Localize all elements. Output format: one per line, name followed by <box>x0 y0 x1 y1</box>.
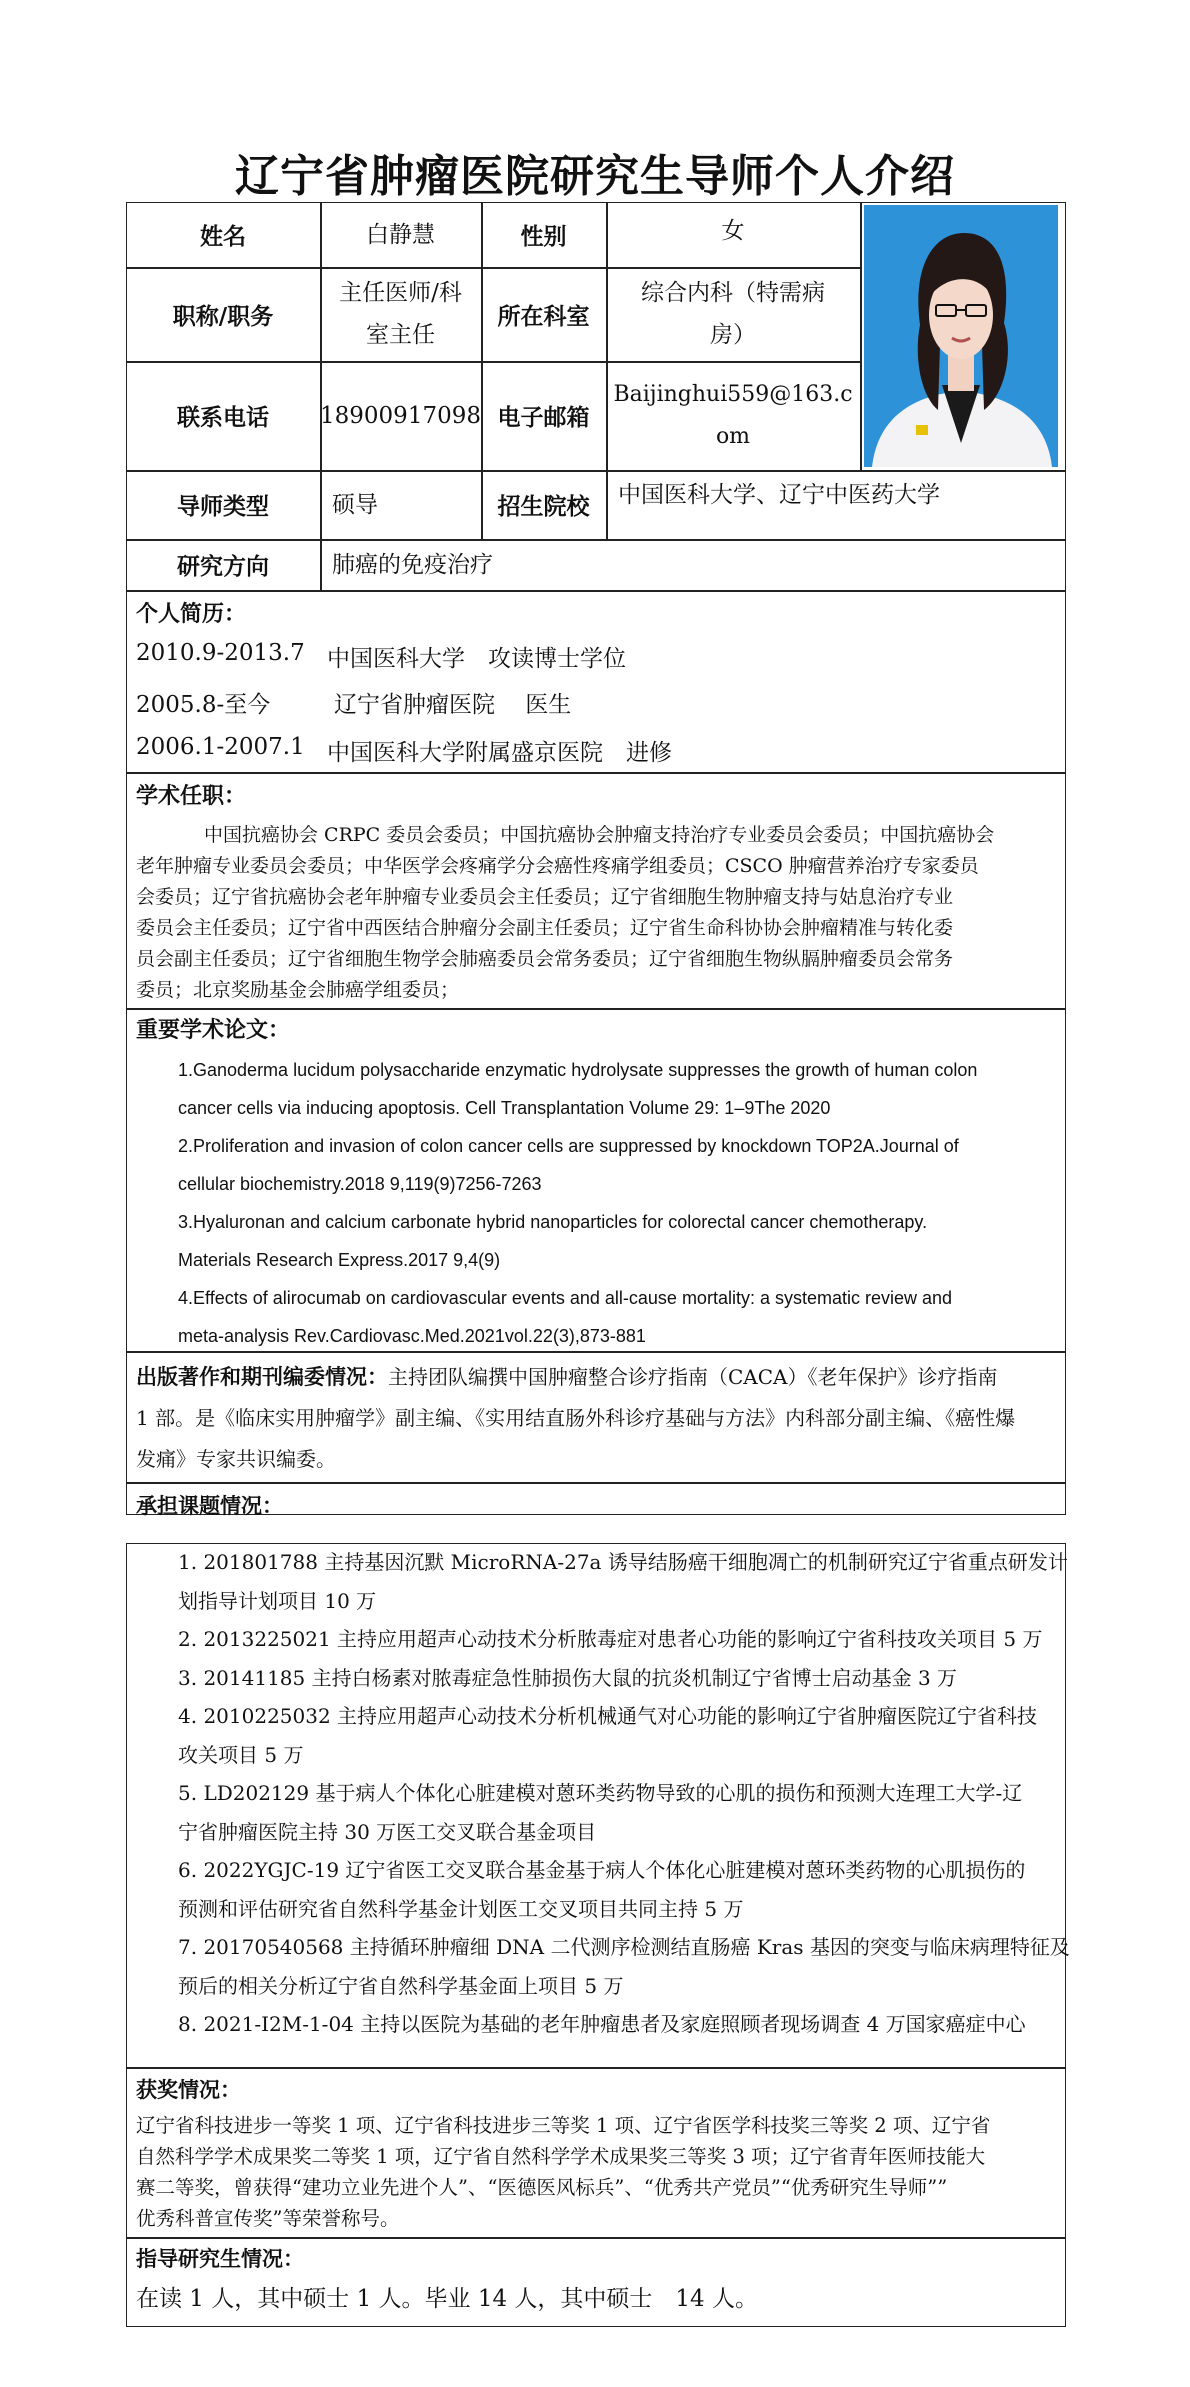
resume-period-1: 2010.9-2013.7 <box>136 640 305 666</box>
job-title-label: 职称/职务 <box>172 303 274 330</box>
academic-line-5: 员会副主任委员；辽宁省细胞生物学会肺癌委员会常务委员；辽宁省细胞生物纵膈肿瘤委员会常务 <box>136 948 954 970</box>
research-label: 研究方向 <box>177 554 269 580</box>
awards-line-2: 自然科学学术成果奖二等奖 1 项，辽宁省自然科学学术成果奖三等奖 3 项；辽宁省青年医师技能大 <box>136 2145 986 2168</box>
academic-line-2: 老年肿瘤专业委员会委员；中华医学会疼痛学分会癌性疼痛学组委员；CSCO 肿瘤营养治疗专家委员 <box>136 855 979 877</box>
resume-text-3: 中国医科大学附属盛京医院 进修 <box>327 740 672 766</box>
resume-period-3: 2006.1-2007.1 <box>136 734 305 760</box>
portrait-icon <box>864 205 1058 467</box>
school-label: 招生院校 <box>497 494 590 520</box>
project-line-10: 预测和评估研究省自然科学基金计划医工交叉项目共同主持 5 万 <box>178 1897 744 1921</box>
paper-line-1: 1.Ganoderma lucidum polysaccharide enzymatic hydrolysate suppresses the growth of human colon <box>178 1060 978 1080</box>
phone-label: 联系电话 <box>177 405 269 431</box>
department-line2: 房） <box>710 322 756 348</box>
project-line-13: 8. 2021-I2M-1-04 主持以医院为基础的老年肿瘤患者及家庭照顾者现场调查 4 万国家癌症中心 <box>178 2012 1026 2036</box>
phone-value: 18900917098 <box>320 402 481 429</box>
project-line-12: 预后的相关分析辽宁省自然科学基金面上项目 5 万 <box>178 1974 624 1998</box>
tutor-type-value: 硕导 <box>332 491 378 518</box>
email-line2: om <box>715 423 751 449</box>
resume-period-2: 2005.8-至今 <box>136 692 271 718</box>
department-line1: 综合内科（特需病 <box>641 280 825 306</box>
project-line-8: 宁省肿瘤医院主持 30 万医工交叉联合基金项目 <box>178 1820 597 1844</box>
paper-line-2: cancer cells via inducing apoptosis. Cell Transplantation Volume 29: 1–9The 2020 <box>178 1098 831 1118</box>
research-value: 肺癌的免疫治疗 <box>332 551 493 578</box>
resume-heading: 个人简历： <box>136 602 247 627</box>
resume-text-2: 辽宁省肿瘤医院 医生 <box>334 692 572 718</box>
academic-line-1: 中国抗癌协会 CRPC 委员会委员；中国抗癌协会肿瘤支持治疗专业委员会委员；中国抗癌协会 <box>204 824 995 846</box>
project-line-11: 7. 20170540568 主持循环肿瘤细 DNA 二代测序检测结直肠癌 Kras 基因的突变与临床病理特征及 <box>178 1935 1070 1959</box>
projects-heading: 承担课题情况： <box>136 1494 283 1518</box>
resume-text-1: 中国医科大学 攻读博士学位 <box>327 646 626 672</box>
project-line-7: 5. LD202129 基于病人个体化心脏建模对蒽环类药物导致的心肌的损伤和预测大连理工大学-辽 <box>178 1781 1023 1805</box>
department-value <box>606 267 860 361</box>
job-title-value <box>320 267 481 361</box>
project-line-2: 划指导计划项目 10 万 <box>178 1589 377 1613</box>
papers-heading: 重要学术论文： <box>136 1018 291 1043</box>
awards-heading: 获奖情况： <box>136 2078 241 2102</box>
job-title-line2: 室主任 <box>366 322 435 348</box>
email-label: 电子邮箱 <box>497 405 590 431</box>
academic-heading: 学术任职： <box>136 784 247 809</box>
paper-line-4: cellular biochemistry.2018 9,119(9)7256-7263 <box>178 1174 542 1194</box>
department-label: 所在科室 <box>497 303 590 330</box>
project-line-6: 攻关项目 5 万 <box>178 1743 304 1767</box>
academic-line-4: 委员会主任委员；辽宁省中西医结合肿瘤分会副主任委员；辽宁省生命科协协会肿瘤精准与转化委 <box>136 917 954 939</box>
academic-line-3: 会委员；辽宁省抗癌协会老年肿瘤专业委员会主任委员；辽宁省细胞生物肿瘤支持与姑息治疗专业 <box>136 886 954 908</box>
academic-line-6: 委员；北京奖励基金会肺癌学组委员； <box>136 979 460 1001</box>
publications-text-1: 主持团队编撰中国肿瘤整合诊疗指南（CACA）《老年保护》诊疗指南 <box>388 1365 998 1389</box>
awards-line-4: 优秀科普宣传奖”等荣誉称号。 <box>136 2207 400 2230</box>
paper-line-6: Materials Research Express.2017 9,4(9) <box>178 1250 501 1270</box>
awards-line-3: 赛二等奖，曾获得“建功立业先进个人”、“医德医风标兵”、“优秀共产党员”“优秀研究生导师”” <box>136 2176 948 2199</box>
project-line-3: 2. 2013225021 主持应用超声心动技术分析脓毒症对患者心功能的影响辽宁省科技攻关项目 5 万 <box>178 1627 1043 1651</box>
portrait-photo <box>864 205 1058 467</box>
publications-line-1 <box>136 1357 998 1397</box>
project-line-9: 6. 2022YGJC-19 辽宁省医工交叉联合基金基于病人个体化心脏建模对蒽环类药物的心肌损伤的 <box>178 1858 1026 1882</box>
students-text: 在读 1 人，其中硕士 1 人。毕业 14 人，其中硕士 14 人。 <box>136 2286 758 2312</box>
students-heading: 指导研究生情况： <box>136 2247 304 2271</box>
publications-heading: 出版著作和期刊编委情况： <box>136 1365 388 1389</box>
gender-value: 女 <box>721 218 745 244</box>
email-value <box>606 361 860 470</box>
project-line-5: 4. 2010225032 主持应用超声心动技术分析机械通气对心功能的影响辽宁省肿瘤医院辽宁省科技 <box>178 1704 1038 1728</box>
paper-line-5: 3.Hyaluronan and calcium carbonate hybrid nanoparticles for colorectal cancer chemotherapy. <box>178 1212 928 1232</box>
school-value: 中国医科大学、辽宁中医药大学 <box>618 482 940 508</box>
job-title-line1: 主任医师/科 <box>339 280 462 306</box>
tutor-type-label: 导师类型 <box>177 494 269 520</box>
page-title: 辽宁省肿瘤医院研究生导师个人介绍 <box>235 151 955 202</box>
name-value: 白静慧 <box>366 221 435 248</box>
paper-line-8: meta-analysis Rev.Cardiovasc.Med.2021vol.22(3),873-881 <box>178 1326 646 1346</box>
awards-line-1: 辽宁省科技进步一等奖 1 项、辽宁省科技进步三等奖 1 项、辽宁省医学科技奖三等奖 2 项、辽宁省 <box>136 2114 991 2137</box>
paper-line-7: 4.Effects of alirocumab on cardiovascular events and all-cause mortality: a systematic review and <box>178 1288 953 1308</box>
publications-line-3: 发痛》专家共识编委。 <box>136 1447 336 1471</box>
gender-label: 性别 <box>520 224 567 250</box>
publications-line-2: 1 部。是《临床实用肿瘤学》副主编、《实用结直肠外科诊疗基础与方法》内科部分副主编、《癌性爆 <box>136 1406 1016 1430</box>
paper-line-3: 2.Proliferation and invasion of colon cancer cells are suppressed by knockdown TOP2A.Journal of <box>178 1136 959 1156</box>
email-line1: Baijinghui559@163.c <box>613 381 853 407</box>
name-label: 姓名 <box>200 224 246 250</box>
project-line-4: 3. 20141185 主持白杨素对脓毒症急性肺损伤大鼠的抗炎机制辽宁省博士启动基金 3 万 <box>178 1666 958 1690</box>
project-line-1: 1. 201801788 主持基因沉默 MicroRNA-27a 诱导结肠癌干细胞凋亡的机制研究辽宁省重点研发计 <box>178 1550 1068 1574</box>
